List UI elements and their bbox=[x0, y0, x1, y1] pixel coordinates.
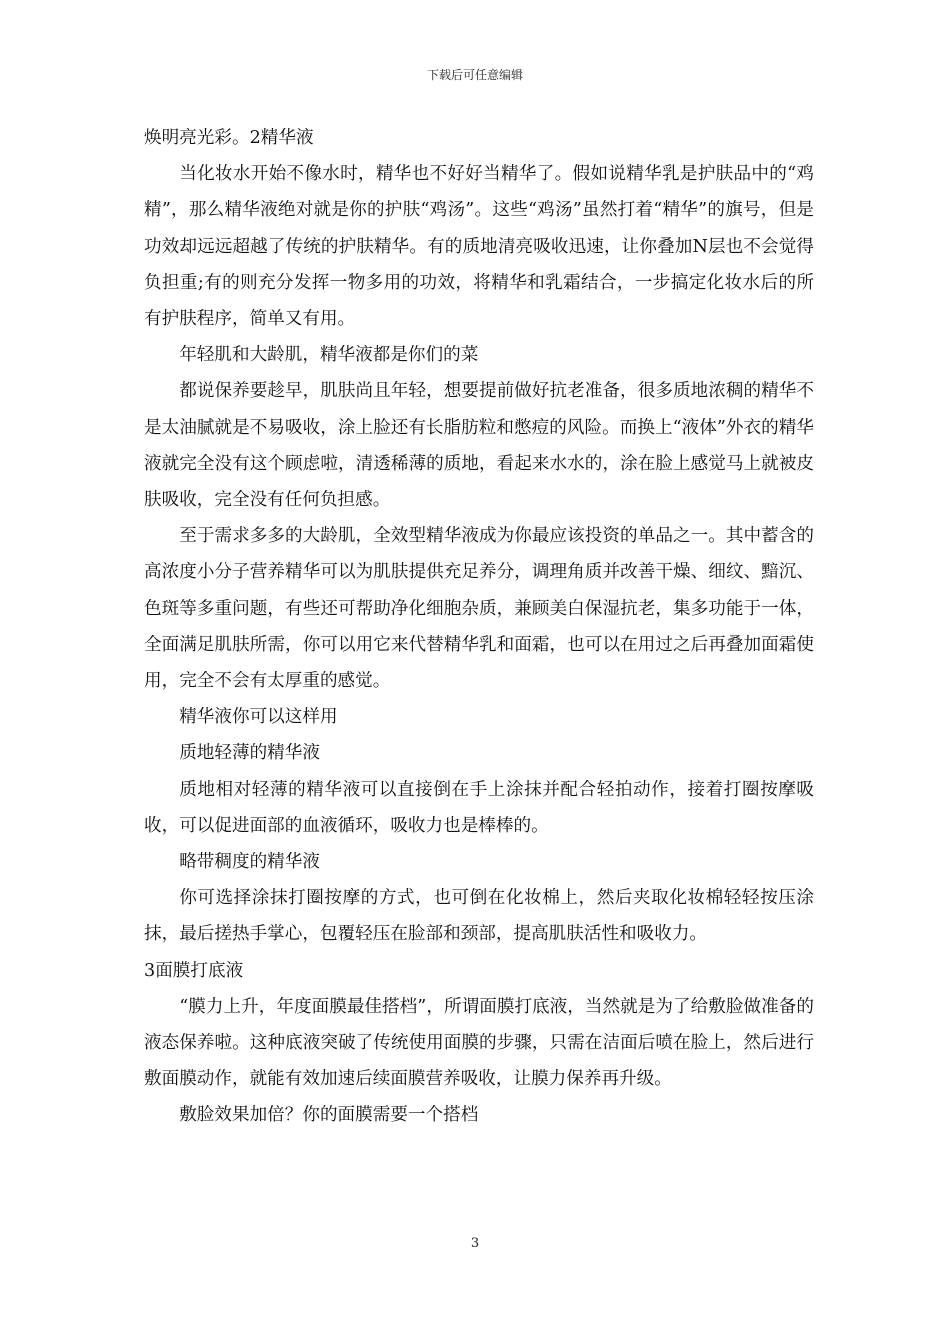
paragraph: “膜力上升，年度面膜最佳搭档”，所谓面膜打底液，当然就是为了给敷脸做准备的液态保养啦。这种底液突破了传统使用面膜的步骤，只需在洁面后喷在脸上，然后进行敷面膜动作，就能有效加速后续面膜营养吸收，让膜力保养再升级。 bbox=[144, 996, 814, 1090]
page-number: 3 bbox=[470, 1236, 480, 1251]
page-header: 下载后可任意编辑 bbox=[426, 68, 523, 82]
section-heading: 年轻肌和大龄肌，精华液都是你们的菜 bbox=[179, 345, 479, 366]
paragraph: 当化妆水开始不像水时，精华也不好好当精华了。假如说精华乳是护肤品中的“鸡精”，那么精华液绝对就是你的护肤“鸡汤”。这些“鸡汤”虽然打着“精华”的旗号，但是功效却远远超越了传统的护肤精华。有的质地清亮吸收迅速，让你叠加N层也不会觉得负担重;有的则充分发挥一物多用的功效，将精华和乳霜结合，一步搞定化妆水后的所有护肤程序，简单又有用。 bbox=[144, 164, 814, 330]
paragraph: 至于需求多多的大龄肌，全效型精华液成为你最应该投资的单品之一。其中蓄含的高浓度小分子营养精华可以为肌肤提供充足养分，调理角质并改善干燥、细纹、黯沉、色斑等多重问题，有些还可帮助净化细胞杂质，兼顾美白保湿抗老，集多功能于一体，全面满足肌肤所需，你可以用它来代替精华乳和面霜，也可以在用过之后再叠加面霜使用，完全不会有太厚重的感觉。 bbox=[144, 526, 814, 692]
sub-heading: 略带稠度的精华液 bbox=[179, 852, 320, 873]
section-heading: 敷脸效果加倍？你的面膜需要一个搭档 bbox=[179, 1105, 479, 1126]
paragraph: 都说保养要趁早，肌肤尚且年轻，想要提前做好抗老准备，很多质地浓稠的精华不是太油腻就是不易吸收，涂上脸还有长脂肪粒和憋痘的风险。而换上“液体”外衣的精华液就完全没有这个顾虑啦，清透稀薄的质地，看起来水水的，涂在脸上感觉马上就被皮肤吸收，完全没有任何负担感。 bbox=[144, 381, 814, 511]
section-heading: 3面膜打底液 bbox=[144, 960, 244, 981]
document-body bbox=[144, 120, 814, 1134]
section-heading: 精华液你可以这样用 bbox=[179, 707, 338, 728]
paragraph: 质地相对轻薄的精华液可以直接倒在手上涂抹并配合轻拍动作，接着打圈按摩吸收，可以促进面部的血液循环，吸收力也是棒棒的。 bbox=[144, 779, 814, 836]
paragraph: 你可选择涂抹打圈按摩的方式，也可倒在化妆棉上，然后夹取化妆棉轻轻按压涂抹，最后搓热手掌心，包覆轻压在脸部和颈部，提高肌肤活性和吸收力。 bbox=[144, 888, 814, 945]
paragraph: 焕明亮光彩。2精华液 bbox=[144, 128, 314, 148]
sub-heading: 质地轻薄的精华液 bbox=[179, 743, 320, 764]
